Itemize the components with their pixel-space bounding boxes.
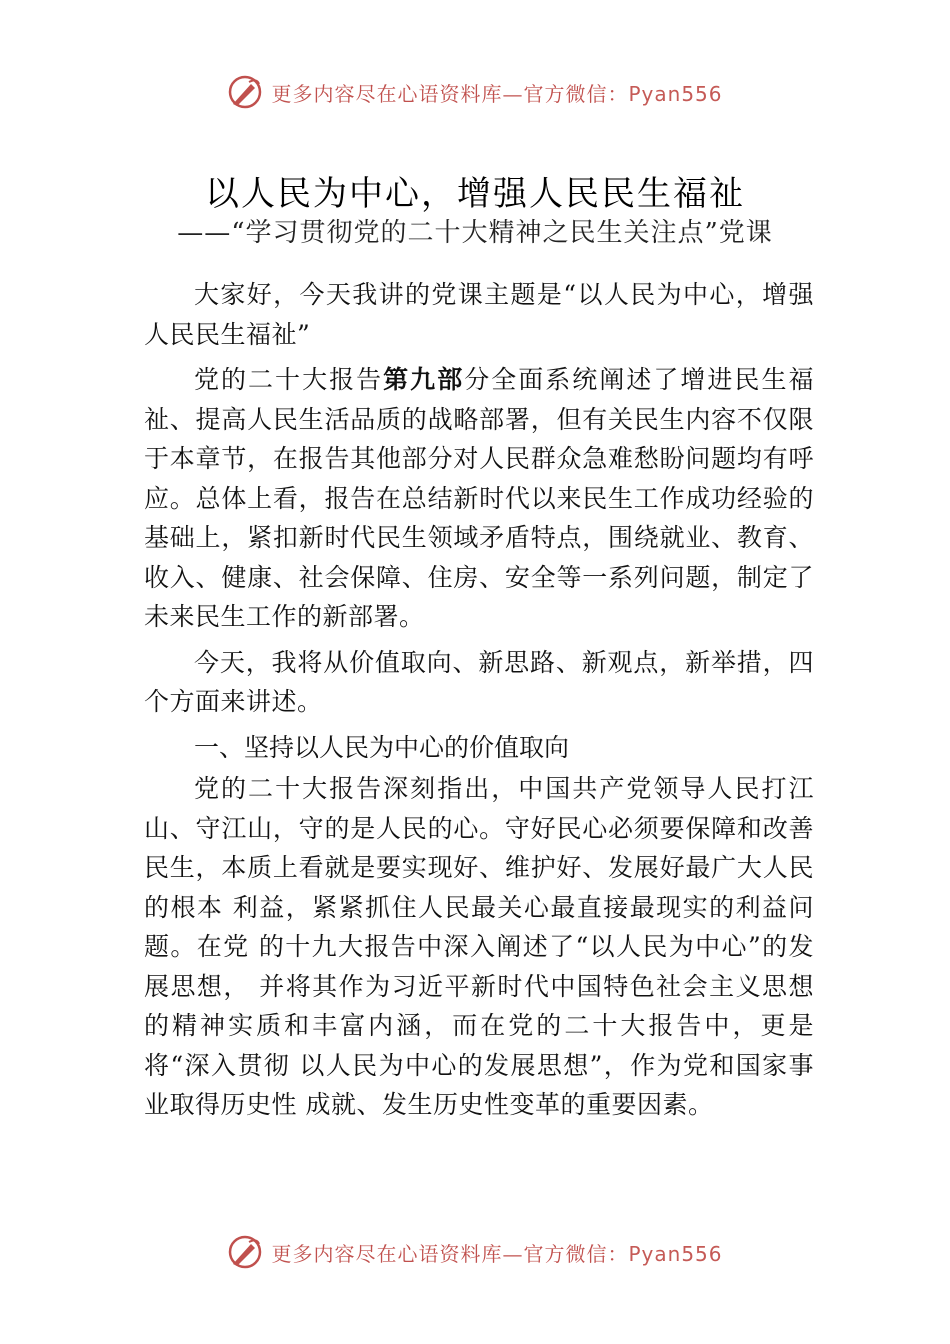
- document-title: 以人民为中心，增强人民民生福祉: [205, 174, 745, 214]
- banner-text: 更多内容尽在心语资料库—官方微信：Pyan556: [271, 1241, 723, 1266]
- paragraph-intro: 大家好，今天我讲的党课主题是“以人民为中心，增强人民民生福祉”: [144, 280, 814, 349]
- document-subtitle: ——“学习贯彻党的二十大精神之民生关注点”党课: [177, 218, 773, 248]
- document-body: [144, 275, 814, 1125]
- banner-text: 更多内容尽在心语资料库—官方微信：Pyan556: [271, 81, 723, 106]
- pen-nib-logo-icon: [227, 1234, 263, 1270]
- paragraph-section-1: 党的二十大报告深刻指出，中国共产党领导人民打江山、守江山，守的是人民的心。守好民心必须要保障和改善民生，本质上看就是要实现好、维护好、发展好最广大人民的根本 利益，紧紧抓住人民最关心最直接最现实的利益问题。在党 的十九大报告中深入阐述了“以人民为中心”的发展思想， 并将其作为习近平新时代中国特色社会主义思想的精神实质和丰富内涵，而在党的二十大报告中，更是将“深入贯彻 以人民为中心的发展思想”，作为党和国家事业取得历史性 成就、发生历史性变革的重要因素。: [144, 774, 814, 1119]
- bold-highlight: 第九部: [383, 365, 465, 394]
- wechat-id: Pyan556: [628, 81, 723, 106]
- header-watermark-banner: [0, 70, 950, 114]
- wechat-id: Pyan556: [628, 1241, 723, 1266]
- section-heading-1: 一、坚持以人民为中心的价值取向: [194, 732, 570, 762]
- paragraph-report-overview: 党的二十大报告第九部分全面系统阐述了增进民生福祉、提高人民生活品质的战略部署，但有关民生内容不仅限于本章节，在报告其他部分对人民群众急难愁盼问题均有呼应。总体上看，报告在总结新时代以来民生工作成功经验的基础上，紧扣新时代民生领域矛盾特点，围绕就业、教育、 收入、健康、社会保障、住房、安全等一系列问题，制定了未来民生工作的新部署。: [144, 365, 814, 631]
- pen-nib-logo-icon: [227, 74, 263, 110]
- paragraph-outline: 今天，我将从价值取向、新思路、新观点，新举措，四个方面来讲述。: [144, 647, 814, 716]
- footer-watermark-banner: [0, 1230, 950, 1274]
